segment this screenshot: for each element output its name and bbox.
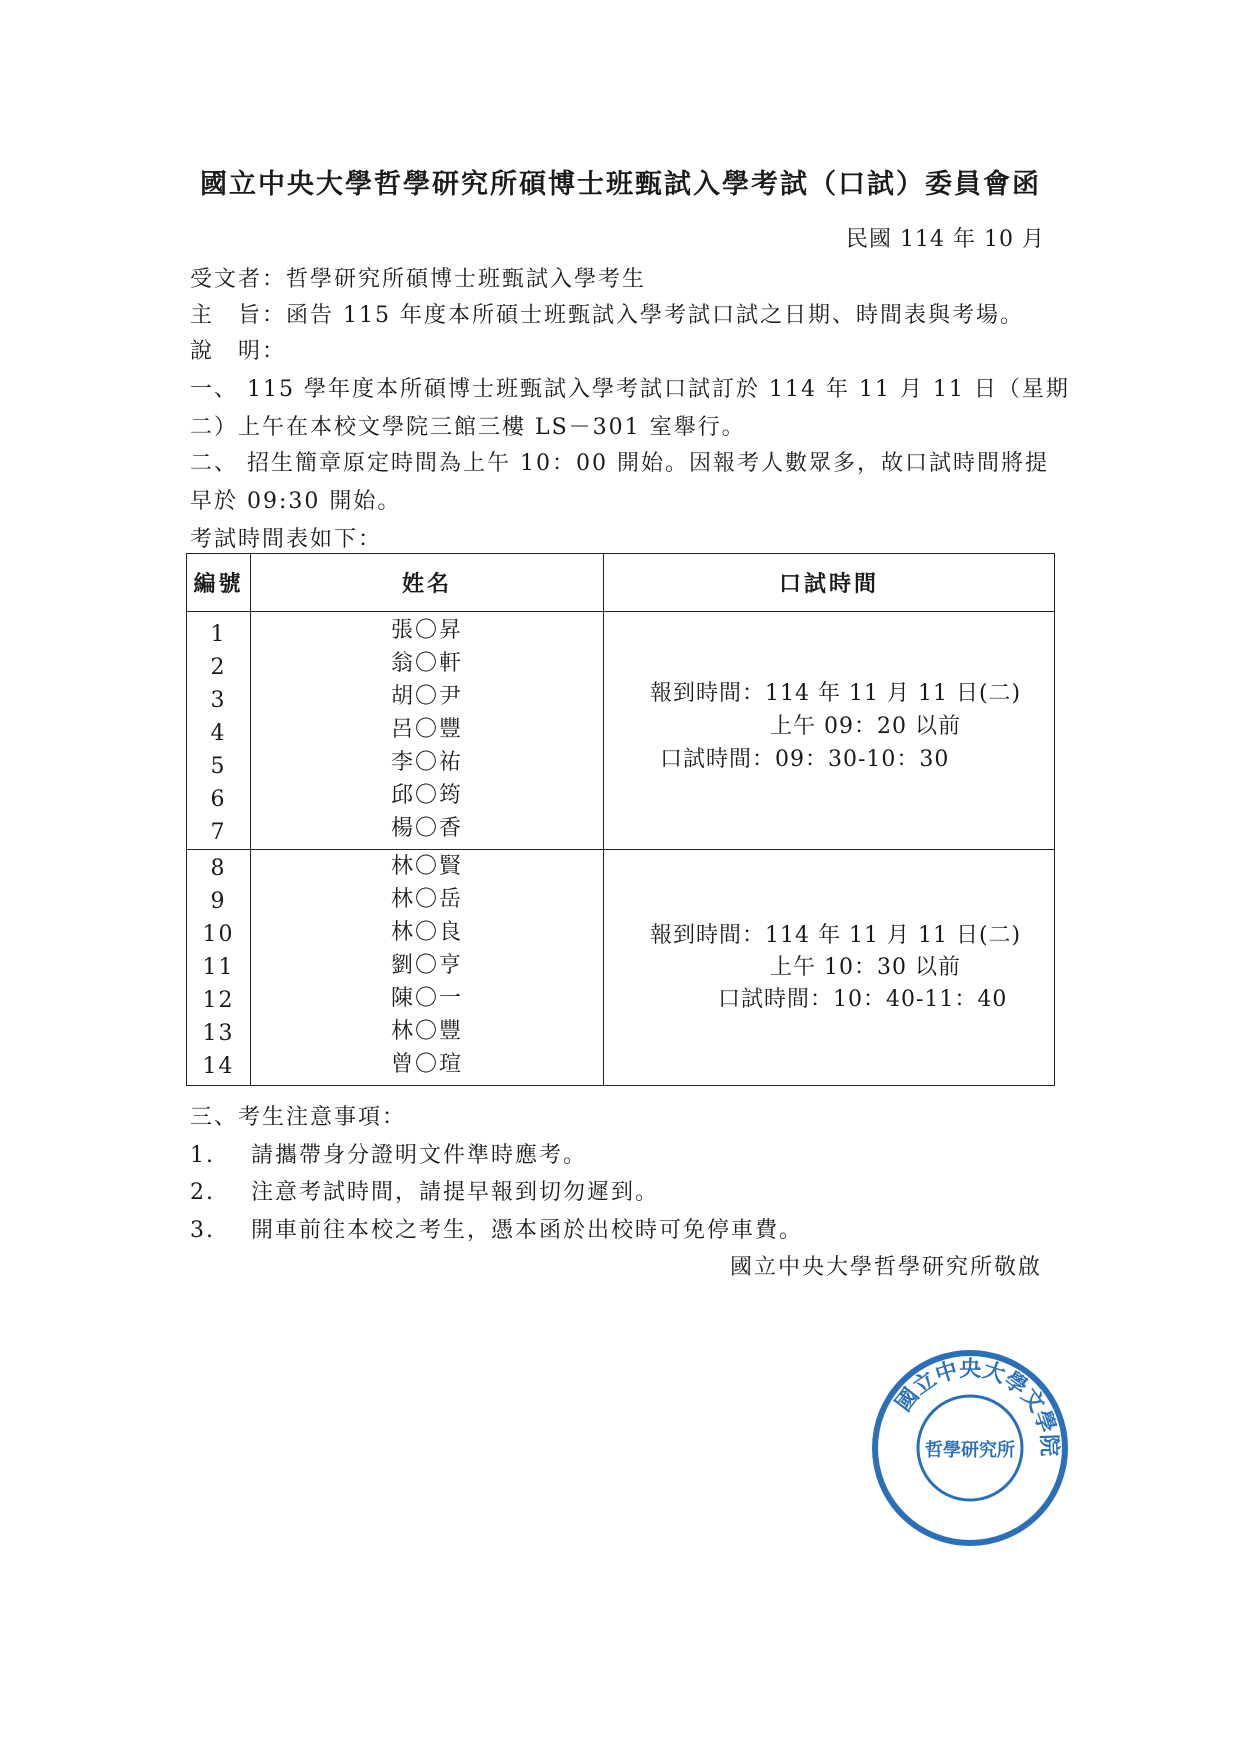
- seal-inner-text: 哲學研究所: [925, 1440, 1015, 1461]
- header-number: 編號: [187, 554, 251, 612]
- table-header-row: [187, 554, 1055, 612]
- schedule-table: [186, 553, 1055, 1086]
- row-number: 13: [202, 1021, 235, 1046]
- item1-line1: 一、 115 學年度本所碩博士班甄試入學考試口試訂於 114 年 11 月 11 日（星期: [190, 377, 1070, 402]
- candidate-name: 林〇豐: [390, 1019, 463, 1044]
- table-row-group-2: [187, 850, 1055, 1086]
- candidate-name: 陳〇一: [390, 986, 463, 1011]
- group1-names: [251, 612, 604, 850]
- row-number: 7: [210, 820, 227, 845]
- candidate-name: 曾〇瑄: [390, 1052, 463, 1077]
- candidate-name: 李〇祐: [390, 750, 463, 775]
- report-before: 上午 09：20 以前: [770, 714, 961, 739]
- candidate-name: 邱〇筠: [390, 783, 463, 808]
- document-date: 民國 114 年 10 月: [846, 227, 1045, 252]
- note-number: 1.: [190, 1143, 215, 1168]
- note-text: 開車前往本校之考生，憑本函於出校時可免停車費。: [250, 1218, 803, 1243]
- note-number: 2.: [190, 1180, 215, 1205]
- seal-outer-text: 國立中央大學文學院: [890, 1355, 1063, 1457]
- row-number: 14: [202, 1054, 235, 1079]
- exam-time: 口試時間：09：30-10：30: [660, 747, 950, 772]
- group1-time-info: [604, 612, 1055, 850]
- group1-numbers: [187, 612, 251, 850]
- signature: 國立中央大學哲學研究所敬啟: [730, 1255, 1043, 1280]
- candidate-name: 胡〇尹: [390, 684, 463, 709]
- table-row-group-1: [187, 612, 1055, 850]
- row-number: 3: [210, 688, 227, 713]
- explain-label: 說 明：: [190, 339, 287, 364]
- row-number: 5: [210, 754, 227, 779]
- candidate-name: 林〇賢: [390, 854, 463, 879]
- row-number: 8: [210, 856, 227, 881]
- row-number: 11: [202, 955, 235, 980]
- candidate-name: 林〇良: [390, 920, 463, 945]
- item2-line2: 早於 09:30 開始。: [190, 489, 402, 514]
- note-text: 請攜帶身分證明文件準時應考。: [250, 1143, 587, 1168]
- notes-label: 三、考生注意事項：: [190, 1105, 407, 1130]
- row-number: 4: [210, 721, 227, 746]
- row-number: 10: [202, 922, 235, 947]
- candidate-name: 楊〇香: [390, 816, 463, 841]
- note-item: [190, 1138, 587, 1169]
- candidate-name: 張〇昇: [390, 618, 463, 643]
- report-before: 上午 10：30 以前: [770, 955, 961, 980]
- note-number: 3.: [190, 1218, 215, 1243]
- candidate-name: 翁〇軒: [390, 651, 463, 676]
- recipient-line: 受文者：哲學研究所碩博士班甄試入學考生: [190, 267, 647, 292]
- row-number: 1: [210, 622, 227, 647]
- note-item: [190, 1175, 659, 1206]
- schedule-label: 考試時間表如下：: [190, 527, 383, 552]
- group2-numbers: [187, 850, 251, 1086]
- row-number: 2: [210, 655, 227, 680]
- subject-line: 主 旨：函告 115 年度本所碩士班甄試入學考試口試之日期、時間表與考場。: [190, 303, 1024, 328]
- report-time: 報到時間：114 年 11 月 11 日(二): [650, 923, 1022, 948]
- row-number: 12: [202, 988, 235, 1013]
- document-title: 國立中央大學哲學研究所碩博士班甄試入學考試（口試）委員會函: [200, 169, 1041, 200]
- candidate-name: 劉〇亨: [390, 953, 463, 978]
- header-name: 姓名: [251, 554, 604, 612]
- report-time: 報到時間：114 年 11 月 11 日(二): [650, 681, 1022, 706]
- row-number: 6: [210, 787, 227, 812]
- row-number: 9: [210, 889, 227, 914]
- exam-time: 口試時間：10：40-11：40: [718, 987, 1008, 1012]
- group2-time-info: [604, 850, 1055, 1086]
- item1-line2: 二）上午在本校文學院三館三樓 LS－301 室舉行。: [190, 415, 746, 440]
- group2-names: [251, 850, 604, 1086]
- candidate-name: 林〇岳: [390, 887, 463, 912]
- candidate-name: 呂〇豐: [390, 717, 463, 742]
- header-time: 口試時間: [604, 554, 1055, 612]
- note-item: [190, 1213, 803, 1244]
- item2-line1: 二、 招生簡章原定時間為上午 10：00 開始。因報考人數眾多，故口試時間將提: [190, 451, 1049, 476]
- note-text: 注意考試時間，請提早報到切勿遲到。: [250, 1180, 659, 1205]
- official-seal-icon: [870, 1348, 1070, 1548]
